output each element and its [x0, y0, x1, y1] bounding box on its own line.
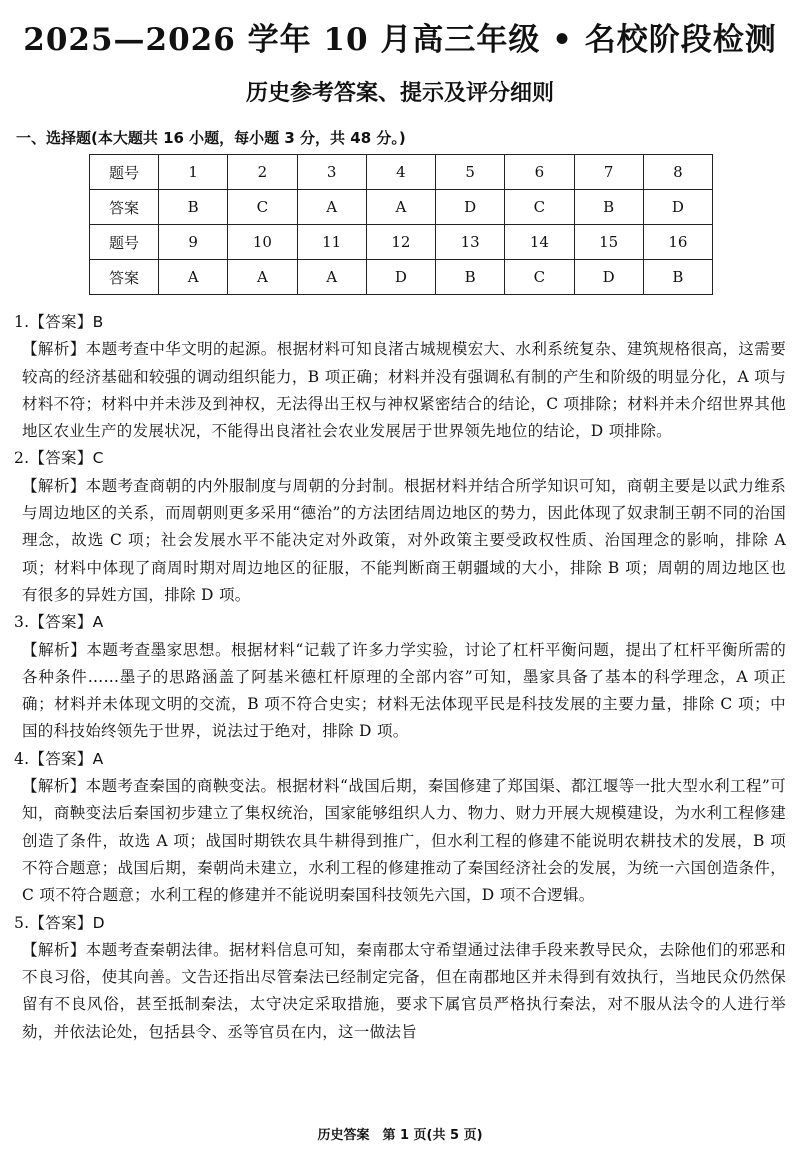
question-number: 5. — [14, 913, 30, 932]
explanation-text: 【解析】本题考查中华文明的起源。根据材料可知良渚古城规模宏大、水利系统复杂、建筑规格很高，这需要较高的经济基础和较强的调动组织能力，B 项正确；材料并没有强调私有制的产生和阶级的明显分化，A 项与材料不符；材料中并未涉及到神权，无法得出王权与神权紧密结合的结论，C 项排除；材料并未介绍世界其他地区农业生产的发展状况，不能得出良渚社会农业发展居于世界领先地位的结论，D 项排除。 — [22, 340, 786, 441]
answer-cell: D — [643, 190, 712, 225]
answer-cell: C — [505, 260, 574, 295]
question-number-cell: 14 — [505, 225, 574, 260]
answer-table — [89, 154, 713, 295]
answer-cell: B — [643, 260, 712, 295]
answer-cell: C — [505, 190, 574, 225]
question-number-cell: 4 — [366, 155, 435, 190]
question-number-cell: 13 — [436, 225, 505, 260]
page-title: 2025—2026 学年 10 月高三年级 • 名校阶段检测 — [23, 22, 777, 58]
question-block-4 — [14, 746, 786, 910]
answer-line — [14, 609, 786, 636]
table-row-numbers-2 — [90, 225, 713, 260]
answer-cell: A — [159, 260, 228, 295]
question-number-cell: 8 — [643, 155, 712, 190]
answer-key: 【答案】B — [29, 313, 104, 331]
answer-cell: D — [366, 260, 435, 295]
answer-cell: B — [159, 190, 228, 225]
answer-cell: A — [228, 260, 297, 295]
answer-cell: D — [436, 190, 505, 225]
table-row-answers-1 — [90, 190, 713, 225]
answer-key: 【答案】C — [29, 449, 104, 468]
question-number-cell: 6 — [505, 155, 574, 190]
question-number-cell: 16 — [643, 225, 712, 260]
answer-line — [14, 746, 786, 773]
question-number-cell: 2 — [228, 155, 297, 190]
page-footer: 历史答案 第 1 页(共 5 页) — [317, 1128, 483, 1143]
answer-key: 【答案】A — [29, 749, 104, 768]
question-number-cell: 7 — [574, 155, 643, 190]
answer-line — [14, 309, 786, 336]
question-number-cell: 11 — [297, 225, 366, 260]
answer-cell: B — [574, 190, 643, 225]
answer-cell: A — [297, 190, 366, 225]
answer-line — [14, 910, 786, 937]
question-number: 1. — [14, 313, 30, 331]
answer-key: 【答案】D — [29, 913, 105, 932]
question-number-cell: 1 — [159, 155, 228, 190]
answer-cell: A — [297, 260, 366, 295]
table-row-numbers-1 — [90, 155, 713, 190]
question-number: 4. — [14, 749, 30, 768]
explanation-text: 【解析】本题考查墨家思想。根据材料“记载了许多力学实验，讨论了杠杆平衡问题，提出了杠杆平衡所需的各种条件……墨子的思路涵盖了阿基米德杠杆原理的全部内容”可知，墨家具备了基本的科学理念，A 项正确；材料并未体现文明的交流，B 项不符合史实；材料无法体现平民是科技发展的主要力量，排除 C 项；中国的科技始终领先于世界，说法过于绝对，排除 D 项。 — [22, 640, 786, 741]
question-block-1 — [14, 309, 786, 445]
answer-cell: B — [436, 260, 505, 295]
question-number-cell: 10 — [228, 225, 297, 260]
question-number-cell: 9 — [159, 225, 228, 260]
question-number: 2. — [14, 449, 30, 468]
question-number-cell: 5 — [436, 155, 505, 190]
row-label: 题号 — [90, 225, 159, 260]
question-block-3 — [14, 609, 786, 745]
answer-cell: C — [228, 190, 297, 225]
section-heading: 一、选择题(本大题共 16 小题，每小题 3 分，共 48 分。) — [16, 129, 406, 147]
question-block-2 — [14, 445, 786, 609]
answer-cell: A — [366, 190, 435, 225]
question-number: 3. — [14, 613, 30, 632]
answer-key: 【答案】A — [29, 613, 104, 632]
table-row-answers-2 — [90, 260, 713, 295]
row-label: 答案 — [90, 190, 159, 225]
row-label: 答案 — [90, 260, 159, 295]
question-number-cell: 3 — [297, 155, 366, 190]
explanation-text: 【解析】本题考查秦朝法律。据材料信息可知，秦南郡太守希望通过法律手段来教导民众，去除他们的邪恶和不良习俗，使其向善。文告还指出尽管秦法已经制定完备，但在南郡地区并未得到有效执行，当地民众仍然保留有不良风俗，甚至抵制秦法，太守决定采取措施，要求下属官员严格执行秦法，对不服从法令的人进行举劾，并依法论处，包括县令、丞等官员在内，这一做法旨 — [22, 940, 786, 1041]
explanations — [14, 309, 786, 1046]
explanation-text: 【解析】本题考查秦国的商鞅变法。根据材料“战国后期，秦国修建了郑国渠、都江堰等一批大型水利工程”可知，商鞅变法后秦国初步建立了集权统治，国家能够组织人力、物力、财力开展大规模建设，为水利工程修建创造了条件，故选 A 项；战国时期铁农具牛耕得到推广，但水利工程的修建不能说明农耕技术的发展，B 项不符合题意；战国后期，秦朝尚未建立，水利工程的修建推动了秦国经济社会的发展，为统一六国创造条件，C 项不符合题意；水利工程的修建并不能说明秦国科技领先六国，D 项不合逻辑。 — [22, 777, 786, 905]
question-number-cell: 15 — [574, 225, 643, 260]
answer-cell: D — [574, 260, 643, 295]
question-number-cell: 12 — [366, 225, 435, 260]
explanation-text: 【解析】本题考查商朝的内外服制度与周朝的分封制。根据材料并结合所学知识可知，商朝主要是以武力维系与周边地区的关系，而周朝则更多采用“德治”的方法团结周边地区的势力，因此体现了奴隶制王朝不同的治国理念，故选 C 项；社会发展水平不能决定对外政策，对外政策主要受政权性质、治国理念的影响，排除 A 项；材料中体现了商周时期对周边地区的征服，不能判断商王朝疆域的大小，排除 B 项；周朝的周边地区也有很多的异姓方国，排除 D 项。 — [22, 476, 786, 604]
row-label: 题号 — [90, 155, 159, 190]
page-subtitle: 历史参考答案、提示及评分细则 — [245, 81, 554, 106]
answer-line — [14, 445, 786, 472]
question-block-5 — [14, 910, 786, 1046]
